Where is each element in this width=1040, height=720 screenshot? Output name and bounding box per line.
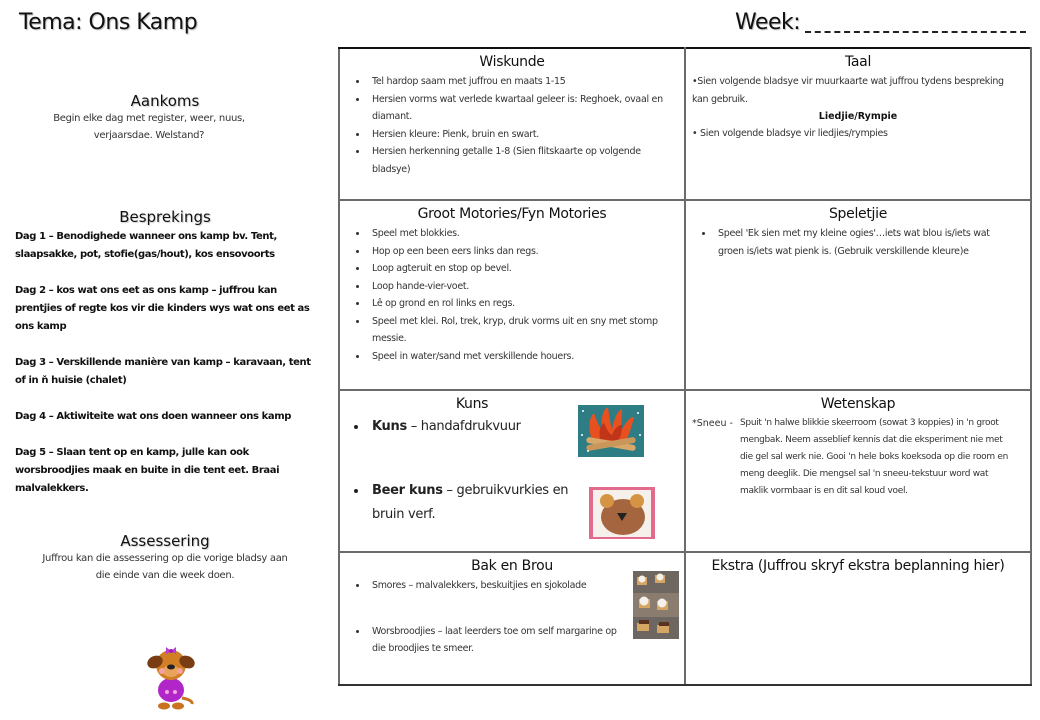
list-item: • Hersien vorms wat verlede kwartaal geleer is: Reghoek, ovaal en diamant.	[368, 91, 678, 126]
list-item: • Hersien kleure: Pienk, bruin en swart.	[368, 126, 678, 144]
kuns-item-bold: Kuns	[372, 419, 407, 434]
week-label: Week:	[735, 10, 801, 35]
aankoms-section	[0, 92, 330, 144]
dag-5: Dag 5 – Slaan tent op en kamp, julle kan ook worsbroodjies maak en buite in die tent eet. Braai malvalekkers.	[15, 447, 280, 494]
bak-en-brou-heading: Bak en Brou	[471, 558, 553, 574]
taal-line-1: •Sien volgende bladsye vir muurkaarte wat juffrou tydens bespreking kan gebruik.	[692, 76, 1004, 105]
kuns-item-bold: Beer kuns	[372, 483, 443, 498]
wetenskap-entry	[692, 415, 1024, 500]
kuns-item-text: – handafdrukvuur	[406, 419, 521, 434]
sneeu-label: *Sneeu -	[692, 418, 733, 429]
speletjie-list	[692, 225, 1024, 260]
besprekings-section	[0, 208, 330, 516]
list-item: • Hersien herkenning getalle 1-8 (Sien flitskaarte op volgende bladsye)	[368, 143, 678, 178]
bak-en-brou-list	[346, 577, 678, 658]
cell-motories	[339, 200, 685, 390]
list-item: • Tel hardop saam met juffrou en maats 1-15	[368, 73, 678, 91]
aankoms-heading: Aankoms	[130, 92, 200, 110]
ekstra-heading: Ekstra (Juffrou skryf ekstra beplanning hier)	[711, 558, 1005, 574]
sneeu-text: Spuit 'n halwe blikkie skeerroom (sowat 3 koppies) in 'n groot mengbak. Neem asseblief kennis dat die eksperiment nie met die gel sal werk nie. Gooi 'n hele boks koeksoda op die room en meng deeglik. Die mengsel sal 'n sneeu-tekstuur word wat maklik vormbaar is en dit sal koud voel.	[740, 418, 1009, 496]
list-item: • Speel met blokkies.	[368, 225, 678, 243]
list-item: • Speel 'Ek sien met my kleine ogies'…iets wat blou is/iets wat groen is/iets wat pienk is. (Gebruik verskillende kleure)e	[714, 225, 1014, 260]
list-item: • Worsbroodjies – laat leerders toe om self margarine op die broodjies te smeer.	[368, 623, 628, 658]
list-item	[368, 479, 583, 527]
activity-grid	[338, 47, 1032, 686]
wiskunde-heading: Wiskunde	[479, 54, 545, 70]
handprint-fire-image	[578, 405, 644, 457]
list-item: • Smores – malvalekkers, beskuitjies en sjokolade	[368, 577, 628, 595]
theme-title: Tema: Ons Kamp	[19, 10, 198, 35]
list-item: • Lê op grond en rol links en regs.	[368, 295, 678, 313]
kuns-item-text: – gebruikvurkies en bruin verf.	[372, 483, 569, 522]
assessering-heading: Assessering	[120, 532, 210, 550]
dag-4: Dag 4 – Aktiwiteite wat ons doen wanneer ons kamp	[15, 411, 291, 422]
cell-speletjie	[685, 200, 1031, 390]
assessering-text: Juffrou kan die assessering op die vorige bladsy aan die einde van die week doen.	[42, 553, 288, 581]
cell-ekstra[interactable]	[685, 552, 1031, 685]
puppy-girl-icon	[138, 640, 204, 710]
taal-subheading: Liedjie/Rympie	[818, 111, 898, 122]
smores-image	[633, 571, 679, 639]
cell-bak-en-brou	[339, 552, 685, 685]
taal-line-2: • Sien volgende bladsye vir liedjies/rympies	[692, 128, 888, 139]
motories-list	[346, 225, 678, 365]
wetenskap-heading: Wetenskap	[820, 396, 896, 412]
fork-painted-bear-image	[589, 487, 655, 539]
speletjie-heading: Speletjie	[828, 206, 888, 222]
dag-3: Dag 3 – Verskillende manière van kamp – karavaan, tent of in ň huisie (chalet)	[15, 357, 311, 386]
list-item: • Speel in water/sand met verskillende houers.	[368, 348, 678, 366]
aankoms-text: Begin elke dag met register, weer, nuus, verjaarsdae. Welstand?	[53, 113, 245, 141]
list-item: • Loop hande-vier-voet.	[368, 278, 678, 296]
list-item: • Speel met klei. Rol, trek, kryp, druk vorms uit en sny met stomp messie.	[368, 313, 678, 348]
cell-wetenskap	[685, 390, 1031, 552]
assessering-section	[0, 532, 330, 584]
motories-heading: Groot Motories/Fyn Motories	[417, 206, 607, 222]
taal-heading: Taal	[844, 54, 872, 70]
kuns-heading: Kuns	[455, 396, 489, 412]
cell-taal	[685, 48, 1031, 200]
besprekings-heading: Besprekings	[119, 208, 211, 226]
list-item	[368, 415, 583, 439]
week-blank-line[interactable]	[805, 31, 1026, 33]
dag-1: Dag 1 – Benodighede wanneer ons kamp bv. Tent, slaapsakke, pot, stofie(gas/hout), kos ensovoorts	[15, 231, 277, 260]
list-item: • Loop agteruit en stop op bevel.	[368, 260, 678, 278]
wiskunde-list	[346, 73, 678, 178]
cell-wiskunde	[339, 48, 685, 200]
list-item: • Hop op een been eers links dan regs.	[368, 243, 678, 261]
dag-2: Dag 2 – kos wat ons eet as ons kamp – juffrou kan prentjies of regte kos vir die kinders wys wat ons eet as ons kamp	[15, 285, 310, 332]
cell-kuns	[339, 390, 685, 552]
